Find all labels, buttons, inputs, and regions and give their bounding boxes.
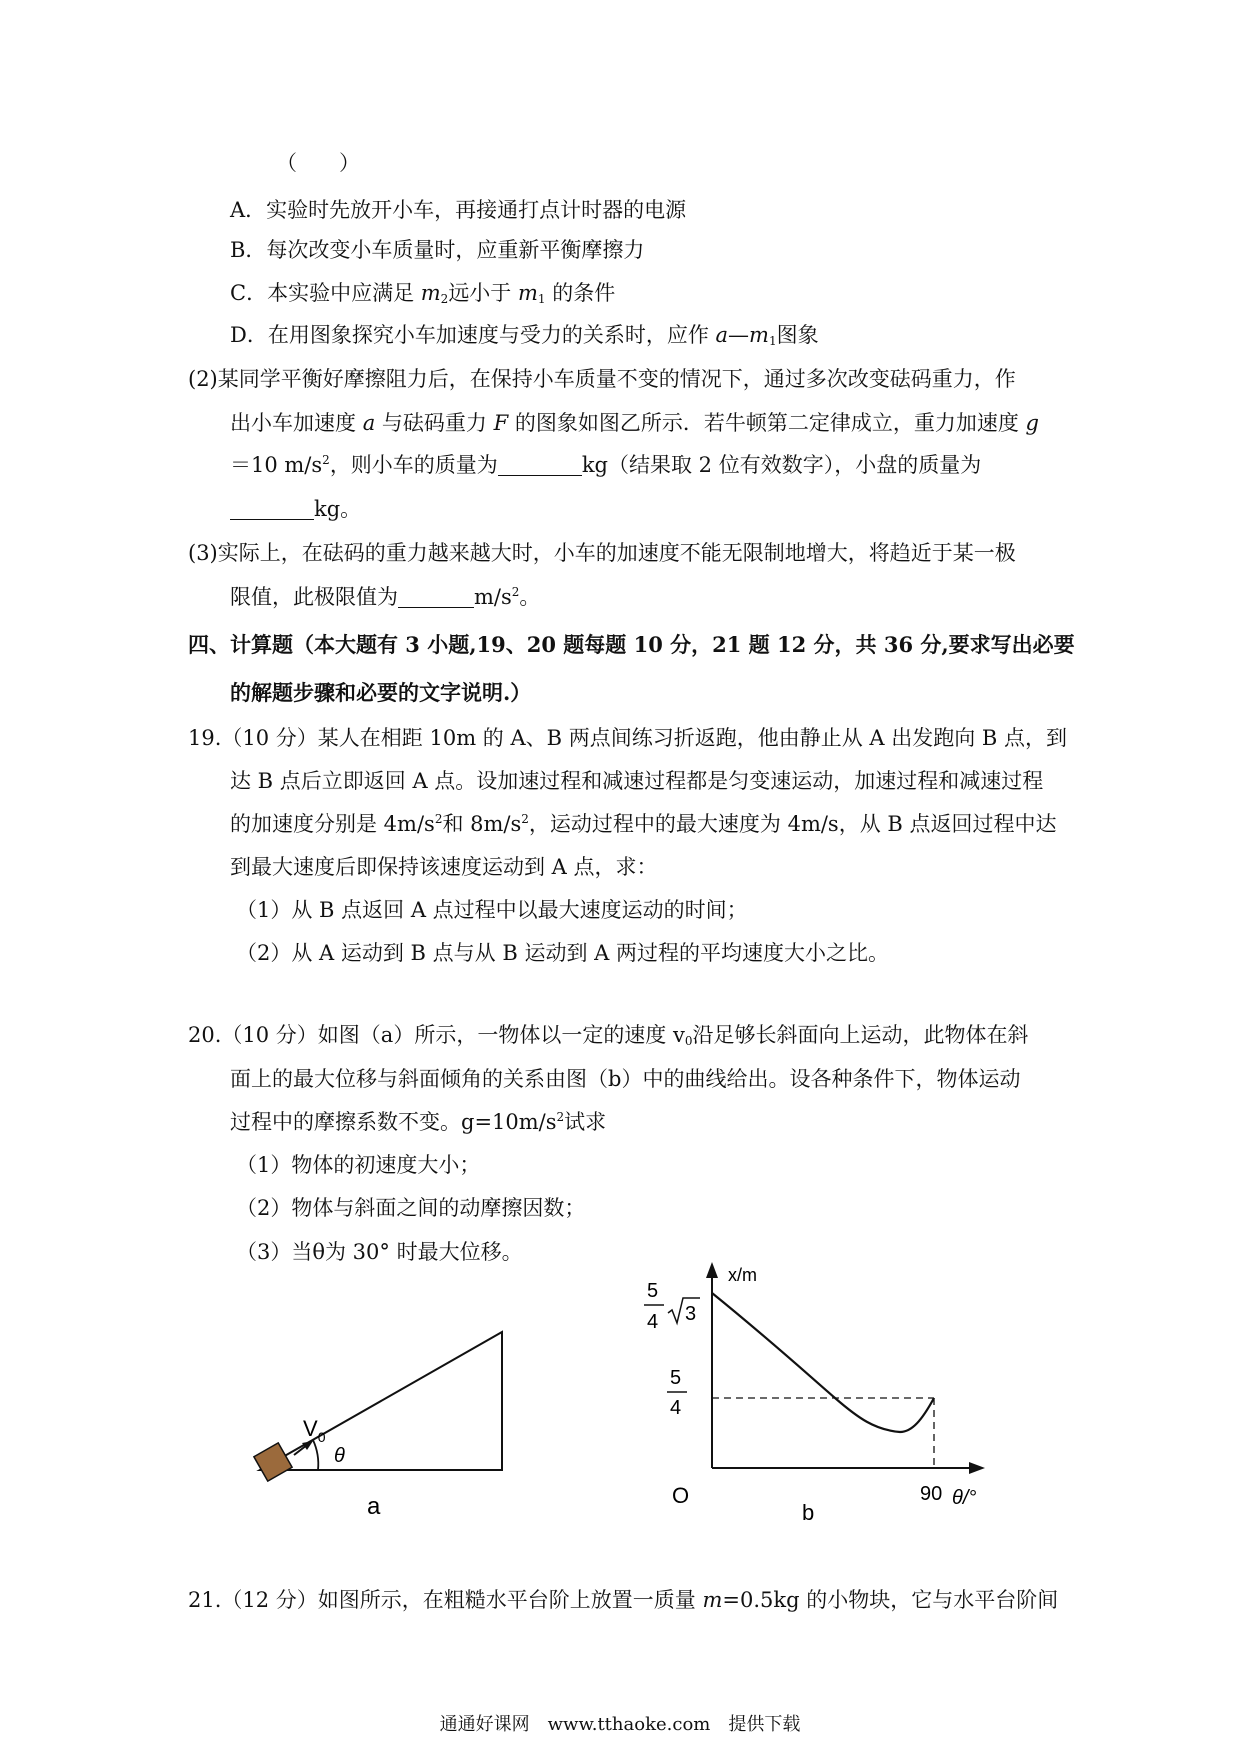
- q18-part2-line4: kg。: [230, 496, 361, 522]
- y-tick-top-den: 4: [647, 1311, 659, 1333]
- q18-part2-line3: ＝10 $m/s^2$，则小车的质量为 kg（结果取 2 位有效数字），小盘的质量为: [230, 453, 982, 477]
- svg-text:V0: $V_0$: [303, 1416, 326, 1445]
- q20-line2: 面上的最大位移与斜面倾角的关系由图（b）中的曲线给出。设各种条件下，物体运动: [230, 1067, 1021, 1091]
- velocity-label: V: [303, 1416, 318, 1441]
- answer-blank: [498, 455, 582, 476]
- q19-line1: 19.（10 分）某人在相距 10m 的 A、B 两点间练习折返跑，他由静止从 A 出发跑向 B 点，到: [188, 726, 1068, 750]
- x-axis-label: θ/°: [952, 1487, 977, 1509]
- q19-line4: 到最大速度后即保持该速度运动到 A 点，求：: [230, 855, 658, 879]
- q19-line2: 达 B 点后立即返回 A 点。设加速过程和减速过程都是匀变速运动，加速过程和减速过程: [230, 769, 1044, 793]
- y-tick-top-num: 5: [647, 1280, 659, 1302]
- q21-line1: 21.（12 分）如图所示，在粗糙水平台阶上放置一质量 m=0.5kg 的小物块，它与水平台阶间: [188, 1588, 1059, 1612]
- y-tick-top-root: 3: [685, 1303, 697, 1325]
- q20-sub2: （2）物体与斜面之间的动摩擦因数；: [236, 1196, 586, 1220]
- y-axis-label: x/m: [728, 1265, 757, 1285]
- q20-line1: 20.（10 分）如图（a）所示，一物体以一定的速度 $v_0$沿足够长斜面向上运动，此物体在斜: [188, 1023, 1029, 1048]
- q19-line3: 的加速度分别是 $4m/s^2$和 $8m/s^2$，运动过程中的最大速度为 4m/s，从 B 点返回过程中达: [230, 812, 1057, 836]
- figure-b-graph: [630, 1260, 1010, 1525]
- figure-a-caption: a: [367, 1493, 381, 1520]
- option-c: C．本实验中应满足 $m_2$远小于 $m_1$ 的条件: [230, 281, 616, 306]
- answer-blank: [230, 499, 314, 520]
- answer-blank: [398, 587, 474, 608]
- y-tick-mid-num: 5: [670, 1367, 682, 1389]
- q18-part2-line2: 出小车加速度 a 与砝码重力 F 的图象如图乙所示．若牛顿第二定律成立，重力加速度 g: [230, 411, 1039, 435]
- figure-a-incline: [245, 1320, 525, 1520]
- curve: [712, 1293, 934, 1432]
- option-d: D．在用图象探究小车加速度与受力的关系时，应作 $a—m_1$图象: [230, 323, 819, 348]
- option-a: A．实验时先放开小车，再接通打点计时器的电源: [230, 198, 687, 222]
- page-footer: 通通好课网 www.tthaoke.com 提供下载: [439, 1714, 801, 1735]
- section-heading: 四、计算题（本大题有 3 小题,19、20 题每题 10 分，21 题 12 分，共 36 分,要求写出必要: [188, 632, 1075, 657]
- q20-line3: 过程中的摩擦系数不变。$g=10m/s^2$试求: [230, 1110, 607, 1134]
- answer-paren: （ ）: [276, 151, 360, 175]
- origin-label: O: [672, 1483, 690, 1508]
- block: [254, 1443, 292, 1481]
- section-heading-cont: 的解题步骤和必要的文字说明.）: [230, 680, 532, 705]
- q18-part3-line2: 限值，此极限值为 $m/s^2$。: [230, 585, 541, 609]
- x-tick-90: 90: [920, 1483, 943, 1505]
- x-axis-arrow: [969, 1462, 985, 1474]
- q18-part3-line1: (3)实际上，在砝码的重力越来越大时，小车的加速度不能无限制地增大，将趋近于某一极: [188, 541, 1016, 565]
- y-axis-arrow: [706, 1262, 718, 1278]
- q20-sub3: （3）当θ为 30° 时最大位移。: [236, 1240, 523, 1264]
- theta-label: θ: [334, 1445, 345, 1467]
- q19-sub2: （2）从 A 运动到 B 点与从 B 运动到 A 两过程的平均速度大小之比。: [236, 941, 889, 965]
- q19-sub1: （1）从 B 点返回 A 点过程中以最大速度运动的时间；: [236, 898, 748, 922]
- q18-part2-line1: (2)某同学平衡好摩擦阻力后，在保持小车质量不变的情况下，通过多次改变砝码重力，作: [188, 367, 1016, 391]
- y-tick-mid-den: 4: [670, 1397, 682, 1419]
- q20-sub1: （1）物体的初速度大小；: [236, 1153, 481, 1177]
- figure-b-caption: b: [802, 1500, 815, 1525]
- option-b: B．每次改变小车质量时，应重新平衡摩擦力: [230, 238, 645, 262]
